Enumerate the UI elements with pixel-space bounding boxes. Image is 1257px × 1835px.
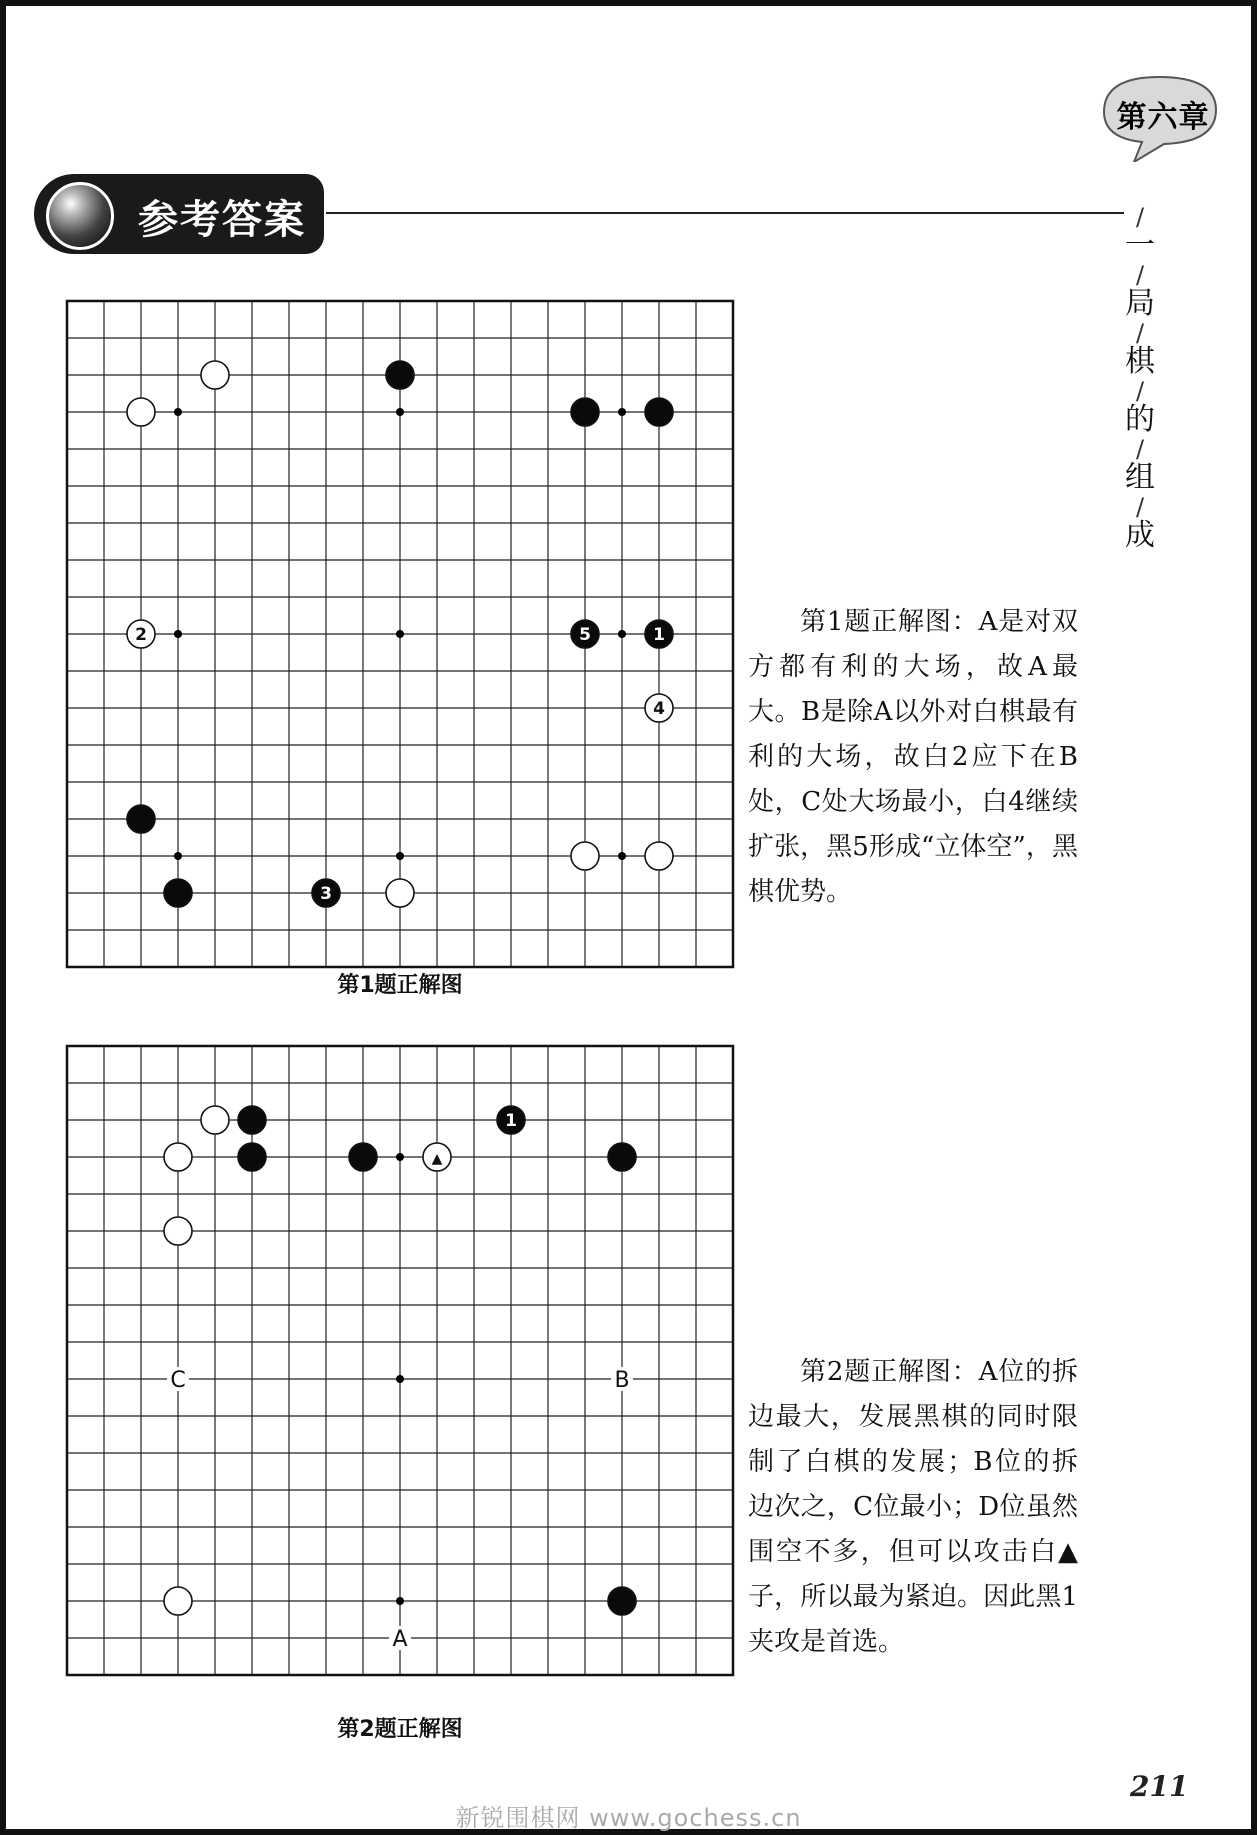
go-board-2-svg (64, 1043, 736, 1678)
side-title-separator: / (1135, 203, 1145, 231)
white-stone-icon (201, 1106, 229, 1134)
black-stone-icon (127, 805, 155, 833)
diagram1-explanation: 第1题正解图：A是对双方都有利的大场，故A最大。B是除A以外对白棋最有利的大场，故白2应下在B处，C处大场最小，白4继续扩张，黑5形成“立体空”，黑棋优势。 (748, 607, 1078, 907)
page-number: 211 (1130, 1770, 1189, 1803)
white-stone (645, 694, 673, 722)
white-stone (645, 842, 673, 870)
section-header (34, 172, 1094, 262)
black-stone (349, 1143, 377, 1171)
stone-number-label: 5 (579, 625, 591, 645)
white-stone (423, 1143, 451, 1171)
white-stone-icon (127, 398, 155, 426)
star-point (174, 630, 182, 638)
diagram1-caption: 第1题正解图 (337, 973, 463, 998)
black-stone-icon (238, 1106, 266, 1134)
black-stone (238, 1143, 266, 1171)
black-stone-icon (571, 398, 599, 426)
point-letter-label: A (392, 1627, 408, 1652)
black-stone-icon (645, 398, 673, 426)
star-point (396, 852, 404, 860)
white-stone-icon (645, 842, 673, 870)
white-stone-icon (571, 842, 599, 870)
white-stone-icon (164, 1587, 192, 1615)
point-letter-label: C (170, 1368, 186, 1393)
stone-number-label: 4 (653, 699, 665, 719)
star-point (174, 408, 182, 416)
white-stone (164, 1217, 192, 1245)
white-stone-icon (386, 879, 414, 907)
stone-number-label: ▲ (431, 1151, 443, 1167)
go-board-2 (64, 1043, 736, 1678)
side-title-separator: / (1135, 435, 1145, 463)
white-stone (164, 1143, 192, 1171)
black-stone (571, 398, 599, 426)
header-rule (326, 212, 1124, 214)
side-title-separator: / (1135, 261, 1145, 289)
star-point (618, 408, 626, 416)
star-point (174, 852, 182, 860)
white-stone-icon (201, 361, 229, 389)
black-stone-icon (238, 1143, 266, 1171)
chapter-tag (1094, 72, 1224, 162)
side-title-char: 一 (1125, 228, 1155, 263)
go-board-1-svg (64, 298, 736, 970)
black-stone (386, 361, 414, 389)
star-point (396, 1153, 404, 1161)
side-title-char: 局 (1125, 286, 1155, 321)
go-board-1 (64, 298, 736, 970)
black-stone-icon (386, 361, 414, 389)
side-title-separator: / (1135, 493, 1145, 521)
black-stone (164, 879, 192, 907)
white-stone-icon (164, 1143, 192, 1171)
stone-number-label: 3 (320, 884, 332, 904)
star-point (396, 408, 404, 416)
footer-watermark: 新锐围棋网 www.gochess.cn (455, 1804, 802, 1832)
side-title-char: 的 (1125, 402, 1155, 437)
go-stone-icon (46, 182, 114, 250)
black-stone (608, 1587, 636, 1615)
point-letter-label: B (614, 1368, 630, 1393)
star-point (396, 1375, 404, 1383)
star-point (618, 852, 626, 860)
chapter-label: 第六章 (1116, 100, 1210, 135)
black-stone (571, 620, 599, 648)
side-title (1118, 205, 1162, 553)
black-stone (645, 398, 673, 426)
white-stone (386, 879, 414, 907)
black-stone (645, 620, 673, 648)
black-stone-icon (349, 1143, 377, 1171)
stone-number-label: 2 (135, 625, 147, 645)
star-point (396, 630, 404, 638)
diagram2-explanation: 第2题正解图：A位的拆边最大，发展黑棋的同时限制了白棋的发展；B位的拆边次之，C位最小；D位虽然围空不多，但可以攻击白▲子，所以最为紧迫。因此黑1夹攻是首选。 (748, 1357, 1078, 1657)
black-stone (127, 805, 155, 833)
black-stone-icon (608, 1587, 636, 1615)
header-title: 参考答案 (138, 197, 306, 243)
side-title-char: 棋 (1125, 344, 1155, 379)
black-stone-icon (608, 1143, 636, 1171)
side-title-separator: / (1135, 377, 1145, 405)
stone-number-label: 1 (653, 625, 665, 645)
white-stone (127, 398, 155, 426)
white-stone (164, 1587, 192, 1615)
side-title-char: 成 (1125, 518, 1155, 553)
white-stone (127, 620, 155, 648)
star-point (396, 1597, 404, 1605)
black-stone (238, 1106, 266, 1134)
white-stone (201, 1106, 229, 1134)
white-stone (201, 361, 229, 389)
side-title-char: 组 (1125, 460, 1155, 495)
black-stone-icon (164, 879, 192, 907)
star-point (618, 630, 626, 638)
black-stone (312, 879, 340, 907)
white-stone-icon (164, 1217, 192, 1245)
diagram2-caption: 第2题正解图 (337, 1717, 463, 1742)
stone-number-label: 1 (505, 1111, 517, 1131)
side-title-separator: / (1135, 319, 1145, 347)
black-stone (497, 1106, 525, 1134)
black-stone (608, 1143, 636, 1171)
white-stone (571, 842, 599, 870)
